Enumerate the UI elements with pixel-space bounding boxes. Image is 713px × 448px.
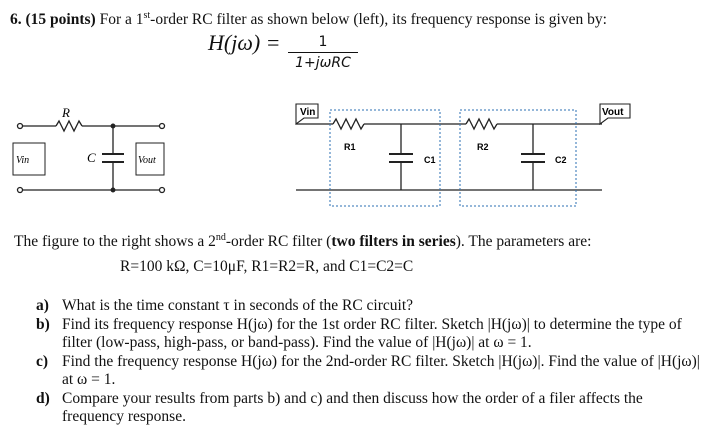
left-c-label: C — [87, 150, 96, 165]
para-sup: nd — [215, 232, 226, 243]
para-pre: The figure to the right shows a 2 — [14, 233, 216, 251]
c2-label: C2 — [555, 155, 567, 165]
question-label: c) — [36, 353, 49, 370]
formula-lhs: H(jω) = — [208, 30, 281, 55]
left-resistor — [56, 121, 82, 131]
left-vin-label: Vin — [16, 155, 30, 166]
r1-label: R1 — [344, 142, 356, 152]
right-rc-circuit — [296, 104, 630, 206]
question-text: Compare your results from parts b) and c) and then discuss how the order of a filer affects the frequency response. — [62, 390, 643, 425]
vin-tag-label: Vin — [300, 107, 316, 118]
question-label: b) — [36, 316, 50, 333]
question-label: d) — [36, 390, 50, 407]
para-bold: two filters in series — [331, 233, 456, 251]
problem-number: 6. (15 points) — [10, 11, 96, 29]
vout-tag-label: Vout — [602, 107, 624, 118]
formula-denominator: 1+jωRC — [295, 55, 351, 71]
resistor-r1 — [333, 119, 364, 129]
left-vout-label: Vout — [138, 155, 156, 166]
header-text-pre: For a 1 — [95, 11, 144, 29]
question-label: a) — [36, 297, 49, 314]
formula-numerator: 1 — [318, 34, 328, 50]
para-mid: -order RC filter ( — [225, 233, 332, 251]
parameters-line: R=100 kΩ, C=10μF, R1=R2=R, and C1=C2=C — [120, 258, 414, 275]
resistor-r2 — [466, 119, 497, 129]
header-text-post: -order RC filter as shown below (left), its frequency response is given by: — [150, 11, 607, 29]
header-sup: st — [143, 10, 151, 21]
r2-label: R2 — [477, 142, 489, 152]
left-r-label: R — [62, 105, 70, 120]
para-post: ). The parameters are: — [455, 233, 592, 251]
question-text: Find the frequency response H(jω) for the 2nd-order RC filter. Sketch |H(jω)|. Find the value of |H(jω)| at ω = 1. — [62, 353, 700, 388]
description-paragraph — [14, 232, 591, 251]
question-text: What is the time constant τ in seconds of the RC circuit? — [62, 297, 414, 314]
question-text: Find its frequency response H(jω) for the 1st order RC filter. Sketch |H(jω)| to determine the type of filter (low-pass, high-pass, or band-pass). Find the value of |H(jω)| at ω = 1. — [62, 316, 682, 351]
c1-label: C1 — [424, 155, 436, 165]
